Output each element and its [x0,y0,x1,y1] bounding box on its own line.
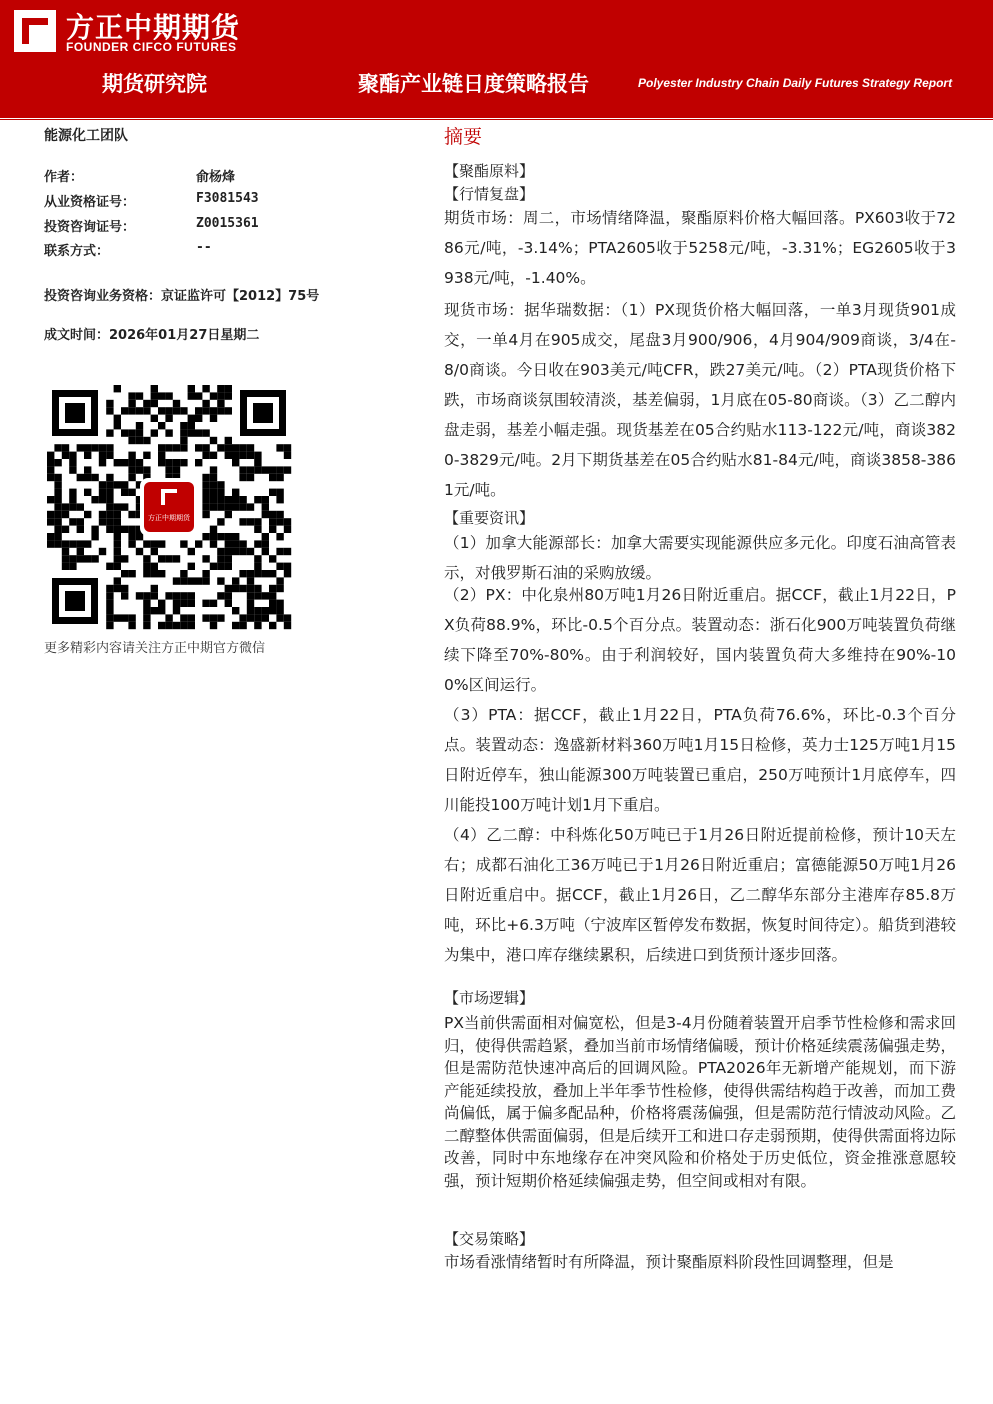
author-label: 作者： [44,170,84,185]
paragraph-news-px: （2）PX：中化泉州80万吨1月26日附近重启。据CCF，截止1月22日，PX负荷88.9%，环比-0.5个百分点。装置动态：浙石化900万吨装置负荷继续下降至70%-80%。由于利润较好，国内装置负荷大多维持在90%-100%区间运行。 [444,586,956,694]
paragraph-news-eg: （4）乙二醇：中科炼化50万吨已于1月26日附近提前检修，预计10天左右；成都石油化工36万吨已于1月26日附近重启；富德能源50万吨1月26日附近重启中。据CCF，截止1月26日，乙二醇华东部分主港库存85.8万吨，环比+6.3万吨（宁波库区暂停发布数据，恢复时间待定）。船货到港较为集中，港口库存继续累积，后续进口到货预计逐步回落。 [444,826,956,964]
section-market-review: 【行情复盘】 [444,185,535,203]
company-logo-icon [14,10,56,52]
company-name-cn: 方正中期期货 [66,11,241,44]
company-name-en: FOUNDER CIFCO FUTURES [66,40,237,54]
wechat-qr-code-icon[interactable] [44,382,294,632]
abstract-title: 摘要 [444,126,483,148]
section-polyester-materials: 【聚酯原料】 [444,162,535,180]
invest-cert-label: 投资咨询证号： [44,220,136,235]
team-name: 能源化工团队 [44,128,128,144]
invest-cert-value: Z0015361 [196,216,259,231]
contact-value: -- [196,240,212,255]
paragraph-market-logic: PX当前供需面相对偏宽松，但是3-4月份随着装置开启季节性检修和需求回归，使得供需趋紧，叠加当前市场情绪偏暖，预计价格延续震荡偏强走势，但是需防范快速冲高后的回调风险。PTA2026年无新增产能规划，而下游产能延续投放，叠加上半年季节性检修，使得供需结构趋于改善，而加工费尚偏低，属于偏多配品种，价格将震荡偏强，但是需防范行情波动风险。乙二醇整体供需面偏弱，但是后续开工和进口存走弱预期，使得供需面将边际改善，同时中东地缘存在冲突风险和价格处于历史低位，资金推涨意愿较强，预计短期价格延续偏强走势，但空间或相对有限。 [444,1014,956,1190]
cert-label: 从业资格证号： [44,195,136,210]
paragraph-news-1: （1）加拿大能源部长：加拿大需要实现能源供应多元化。印度石油高管表示，对俄罗斯石油的采购放缓。 [444,534,956,582]
section-key-news: 【重要资讯】 [444,509,535,527]
report-title-en: Polyester Industry Chain Daily Futures Strategy Report [638,76,953,90]
contact-label: 联系方式： [44,244,110,259]
report-header [0,0,993,118]
section-trading-strategy: 【交易策略】 [444,1230,535,1248]
license-info: 投资咨询业务资格：京证监许可【2012】75号 [44,289,320,304]
paragraph-spot-market: 现货市场：据华瑞数据：（1）PX现货价格大幅回落，一单3月现货901成交，一单4月在905成交，尾盘3月900/906，4月904/909商谈，3/4在-8/0商谈。今日收在903美元/吨CFR，跌27美元/吨。（2）PTA现货价格下跌，市场商谈氛围较清淡，基差偏弱，1月底在05-80商谈。（3）乙二醇内盘走弱，基差小幅走强。现货基差在05合约贴水113-122元/吨，商谈3820-3829元/吨。2月下期货基差在05合约贴水81-84元/吨，商谈3858-3861元/吨。 [444,301,956,499]
paragraph-futures-market: 期货市场：周二，市场情绪降温，聚酯原料价格大幅回落。PX603收于7286元/吨，-3.14%；PTA2605收于5258元/吨，-3.31%；EG2605收于3938元/吨，-1.40%。 [444,209,956,287]
paragraph-news-pta: （3）PTA：据CCF，截止1月22日，PTA负荷76.6%，环比-0.3个百分点。装置动态：逸盛新材料360万吨1月15日检修，英力士125万吨1月15日附近停车，独山能源300万吨装置已重启，250万吨预计1月底停车，四川能投100万吨计划1月下重启。 [444,706,956,814]
qr-logo-text: 方正中期期货 [148,514,190,522]
cert-value: F3081543 [196,191,259,206]
section-market-logic: 【市场逻辑】 [444,989,535,1007]
header-divider [0,119,993,120]
author-value: 俞杨烽 [196,170,236,185]
qr-caption: 更多精彩内容请关注方正中期官方微信 [44,641,266,656]
paragraph-trading-strategy: 市场看涨情绪暂时有所降温，预计聚酯原料阶段性回调整理，但是 [444,1253,894,1271]
report-date: 成文时间：2026年01月27日星期二 [44,328,260,343]
institute-name: 期货研究院 [102,72,207,96]
report-title: 聚酯产业链日度策略报告 [358,72,589,96]
